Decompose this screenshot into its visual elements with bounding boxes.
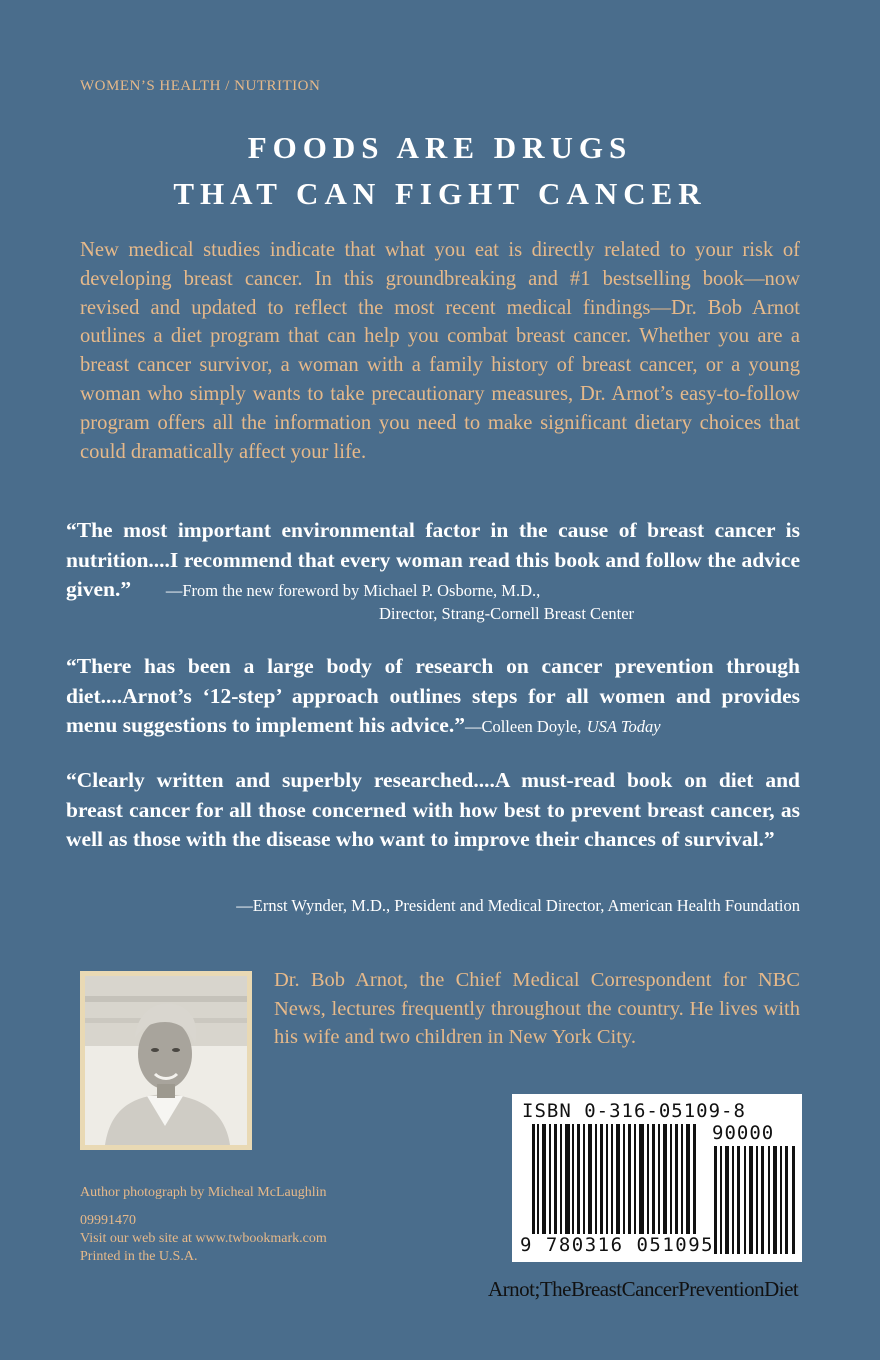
credits-block — [80, 1184, 327, 1266]
quote-attribution: —Colleen Doyle, — [464, 717, 582, 736]
headline-line-2: THAT CAN FIGHT CANCER — [173, 176, 707, 211]
website-line: Visit our web site at www.twbookmark.com — [80, 1231, 327, 1246]
quote-text: “Clearly written and superbly researched....A must-read book on diet and breast cancer for all those concerned with how best to prevent breast cancer, as well as those with the disease who want to improve their chances of survival.” — [66, 768, 800, 851]
catalog-code: 09991470 — [80, 1213, 136, 1228]
price-bars — [714, 1146, 796, 1254]
quote-wynder — [66, 766, 800, 855]
quote-osborne — [66, 516, 800, 626]
isbn-number: ISBN 0-316-05109-8 — [522, 1100, 746, 1122]
quote-source: USA Today — [586, 717, 661, 736]
quote-attribution: —From the new foreword by Michael P. Osborne, M.D., — [165, 581, 541, 600]
quote-attribution-wynder: —Ernst Wynder, M.D., President and Medical Director, American Health Foundation — [236, 896, 800, 915]
quote-text: “The most important environmental factor in the cause of breast cancer is nutrition....I recommend that every woman read this book and follow the advice given.” — [66, 518, 800, 601]
author-portrait — [85, 976, 247, 1145]
isbn-barcode — [512, 1094, 802, 1262]
quote-text: “There has been a large body of research on cancer prevention through diet....Arnot’s ‘12-step’ approach outlines steps for all women and provides menu suggestions to implement his advice.” — [66, 654, 800, 737]
quote-attribution-line2: Director, Strang-Cornell Breast Center — [379, 603, 635, 623]
author-bio: Dr. Bob Arnot, the Chief Medical Correspondent for NBC News, lectures frequently throughout the country. He lives with his wife and two children in New York City. — [274, 969, 800, 1048]
category-label: WOMEN’S HEALTH / NUTRITION — [80, 78, 321, 94]
quote-doyle — [66, 652, 800, 741]
printed-line: Printed in the U.S.A. — [80, 1249, 198, 1264]
photo-credit: Author photograph by Micheal McLaughlin — [80, 1185, 327, 1200]
ean-number: 9 780316 051095 — [520, 1234, 715, 1256]
headline-line-1: FOODS ARE DRUGS — [247, 130, 633, 165]
price-code: 90000 — [712, 1122, 775, 1144]
author-photo — [80, 971, 252, 1150]
intro-paragraph: New medical studies indicate that what you eat is directly related to your risk of developing breast cancer. In this groundbreaking and #1 bestselling book—now revised and updated to reflect the most recent medical findings—Dr. Bob Arnot outlines a diet program that can help you combat breast cancer. Whether you are a breast cancer survivor, a woman with a family history of breast cancer, or a young woman who simply wants to take precautionary measures, Dr. Arnot’s easy-to-follow program offers all the information you need to make significant dietary choices that could dramatically affect your life. — [80, 239, 800, 463]
ean-bars — [532, 1124, 698, 1234]
book-identifier: Arnot;TheBreastCancerPreventionDiet — [488, 1277, 799, 1301]
